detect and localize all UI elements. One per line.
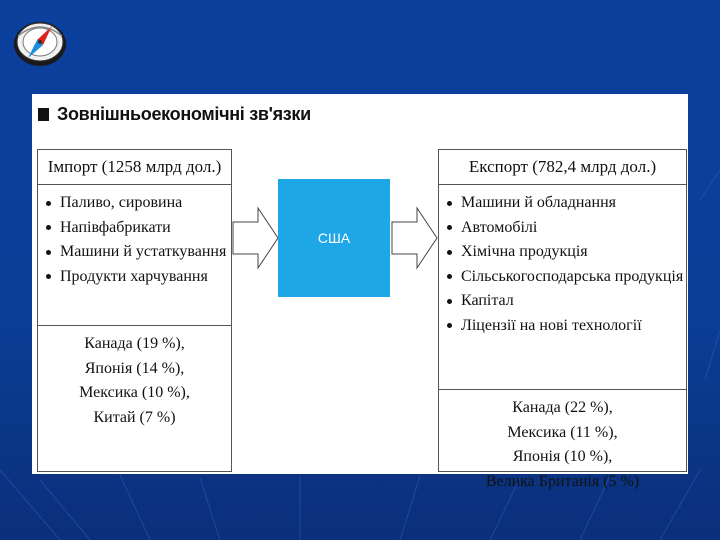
compass-icon: [10, 14, 72, 70]
list-item-label: Ліцензії на нові технології: [461, 316, 642, 334]
list-item-label: Продукти харчування: [60, 267, 208, 285]
bullet-icon: [46, 201, 51, 206]
export-title: Експорт (782,4 млрд дол.): [439, 150, 686, 185]
bullet-icon: [447, 225, 452, 230]
country-entry: Японія (10 %),: [512, 448, 613, 465]
bullet-icon: [447, 323, 452, 328]
list-item-label: Автомобілі: [461, 218, 538, 236]
list-item: [447, 216, 680, 241]
export-arrow-icon: [391, 206, 439, 270]
list-item: [46, 191, 225, 216]
slide-heading: [38, 100, 311, 128]
list-item-label: Сільськогосподарська продукція: [461, 267, 684, 285]
bullet-icon: [46, 225, 51, 230]
import-items-list: [38, 185, 231, 326]
country-entry: Велика Британія (5 %): [485, 472, 640, 490]
import-title: Імпорт (1258 млрд дол.): [38, 150, 231, 185]
bullet-icon: [447, 250, 452, 255]
country-entry: Мексика (10 %),: [79, 384, 190, 401]
list-item-label: Напівфабрикати: [60, 218, 171, 236]
country-entry: Китай (7 %): [93, 408, 176, 426]
bullet-icon: [447, 299, 452, 304]
bullet-icon: [46, 274, 51, 279]
list-item-label: Машини й устаткування: [60, 243, 227, 260]
list-item-label: Капітал: [461, 292, 514, 309]
export-box: [438, 149, 687, 490]
list-item: [447, 191, 680, 216]
import-countries: [38, 326, 231, 430]
bullet-icon: [46, 250, 51, 255]
list-item: [447, 289, 680, 314]
heading-bullet-icon: [38, 108, 49, 121]
country-entry: Канада (19 %),: [84, 335, 185, 352]
list-item: [46, 216, 225, 241]
export-countries: [439, 390, 686, 494]
country-entry: Японія (14 %),: [84, 359, 185, 377]
list-item: [447, 265, 684, 290]
export-items-list: [439, 185, 686, 390]
import-box: [37, 149, 232, 472]
usa-box: США: [278, 179, 390, 297]
list-item-label: Хімічна продукція: [461, 243, 588, 260]
country-entry: Мексика (11 %),: [507, 423, 618, 441]
list-item-label: Паливо, сировина: [60, 194, 183, 211]
list-item-label: Машини й обладнання: [461, 194, 617, 211]
list-item: [447, 240, 680, 265]
bullet-icon: [447, 274, 452, 279]
bullet-icon: [447, 201, 452, 206]
heading-text: Зовнішньоекономічні зв'язки: [57, 103, 311, 124]
import-arrow-icon: [232, 206, 280, 270]
list-item: [447, 314, 680, 339]
list-item: [46, 240, 225, 265]
list-item: [46, 265, 225, 290]
country-entry: Канада (22 %),: [512, 399, 613, 416]
content-panel: [32, 94, 688, 490]
